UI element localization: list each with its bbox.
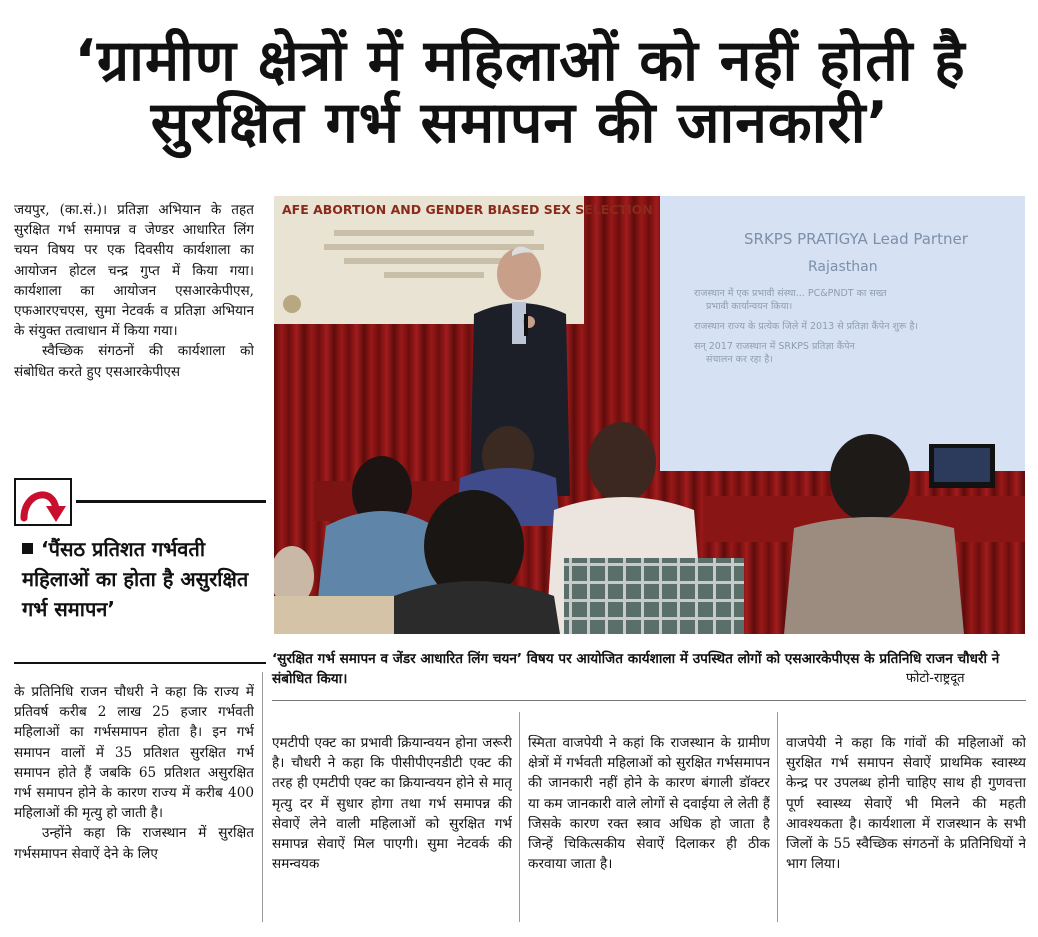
intro-column — [14, 200, 254, 468]
event-photo — [274, 196, 1025, 634]
banner-line — [344, 258, 524, 264]
curved-arrow-icon — [16, 480, 70, 524]
laptop-screen — [934, 448, 990, 482]
article-column-3 — [528, 733, 770, 923]
event-photo-illustration — [274, 196, 1025, 634]
article-column-4 — [786, 733, 1026, 923]
banner-line — [384, 272, 484, 278]
column-1-paragraph-2: उन्होंने कहा कि राजस्थान में सुरक्षित गर्भसमापन सेवाऐं देने के लिए — [14, 825, 254, 862]
intro-paragraph-1: जयपुर, (का.सं.)। प्रतिज्ञा अभियान के तहत सुरक्षित गर्भ समापन्न व जेण्डर आधारित लिंग चयन विषय पर एक दिवसीय कार्यशाला का आयोजन होटल चन्द्र गुप्त में किया गया। कार्यशाला का आयोजन एसआरकेपीएस, एफआरएचएस, सुमा नेटवर्क व प्रतिज्ञा अभियान के संयुक्त तत्वाधान में किया गया। — [14, 202, 254, 340]
column-divider — [519, 712, 520, 922]
speaker-head — [497, 248, 541, 300]
column-3-paragraph-1: स्मिता वाजपेयी ने कहां कि राजस्थान के ग्रामीण क्षेत्रों में गर्भवती महिलाओं को सुरक्षित गर्भसमापन की जानकारी नहीं होने के कारण बंगाली डॉक्टर या कम जानकारी वाले लोगों से दवाईया ले लेती हैं जिसके कारण रक्त स्त्राव अधिक हो जाता है जिन्हें चिकित्सकीय सेवाऐं दिलाकर ही ठीक करवाया जाता है। — [528, 735, 770, 873]
screen-title: SRKPS PRATIGYA Lead Partner — [744, 230, 968, 248]
intro-paragraph-2: स्वैच्छिक संगठनों की कार्यशाला को संबोधित करते हुए एसआरकेपीएस — [14, 343, 254, 380]
column-2-paragraph-1: एमटीपी एक्ट का प्रभावी क्रियान्वयन होना जरूरी है। चौधरी ने कहा कि पीसीपीएनडीटी एक्ट की तरह ही एमटीपी एक्ट का क्रियान्वयन होने से मातृ मृत्यु दर में सुधार होगा तथा गर्भ समापन्न की सेवाऐं लेने वाली महिलाओं को सुरक्षित गर्भ समापन्न सेवाऐं मिल पाएगी। सुमा नेटवर्क की समन्वयक — [272, 735, 512, 873]
column-divider — [262, 672, 263, 922]
banner-line — [334, 230, 534, 236]
screen-line: प्रभावी कार्यान्वयन किया। — [706, 301, 793, 312]
pull-quote-box — [14, 478, 252, 664]
screen-line: राजस्थान राज्य के प्रत्येक जिले में 2013 से प्रतिज्ञा कैंपेन शुरू है। — [694, 321, 918, 332]
audience-head — [830, 434, 910, 522]
audience-person — [784, 517, 964, 634]
audience-head — [588, 422, 656, 502]
bullet-square-icon — [22, 543, 33, 554]
column-1-paragraph-1: के प्रतिनिधि राजन चौधरी ने कहा कि राज्य में प्रतिवर्ष करीब 2 लाख 25 हजार गर्भवती महिलाओं का गर्भसमापन होता है। इन गर्भ समापन वालों में 35 प्रतिशत सुरक्षित गर्भ समापन होते हैं जबकि 65 प्रतिशत असुरक्षित गर्भ समापन होने के कारण राज्य में करीब 400 महिलाओं की मृत्यु हो जाती है। — [14, 684, 254, 822]
microphone — [524, 314, 528, 336]
screen-line: संचालन कर रहा है। — [706, 354, 773, 365]
banner-line — [324, 244, 544, 250]
article-column-2 — [272, 733, 512, 923]
screen-line: सन् 2017 राजस्थान में SRKPS प्रतिज्ञा कैंपेन — [694, 341, 855, 352]
audience-plaid-shirt — [564, 558, 744, 634]
pull-quote-bottom-rule — [14, 662, 266, 664]
screen-subtitle: Rajasthan — [808, 259, 878, 275]
pull-quote-rule — [76, 500, 266, 503]
column-divider — [777, 712, 778, 922]
pull-quote-text: ‘पैंसठ प्रतिशत गर्भवती महिलाओं का होता है असुरक्षित गर्भ समापन’ — [22, 537, 249, 621]
arrow-icon-box — [14, 478, 72, 526]
pull-quote — [22, 534, 258, 624]
screen-line: राजस्थान में एक प्रभावी संस्था... PC&PNDT का सख्त — [694, 288, 887, 299]
column-4-paragraph-1: वाजपेयी ने कहा कि गांवों की महिलाओं को सुरक्षित गर्भ समापन सेवाऐं प्राथमिक स्वास्थ्य केन्द्र पर उपलब्ध होनी चाहिए साथ ही गुणवत्ता पूर्ण स्वास्थ्य सेवाऐं भी मिलने की महती आवश्यकता है। कार्यशाला में राजस्थान के सभी जिलों के 55 स्वैच्छिक संगठनों के प्रतिनिधियों ने भाग लिया। — [786, 735, 1026, 873]
banner-text: AFE ABORTION AND GENDER BIASED SEX SELECTION — [282, 202, 653, 217]
banner-logo — [283, 295, 301, 313]
photo-credit: फोटो-राष्ट्रदूत — [906, 671, 965, 686]
caption-rule — [272, 700, 1026, 701]
photo-caption: ‘सुरक्षित गर्भ समापन व जेंडर आधारित लिंग चयन’ विषय पर आयोजित कार्यशाला में उपस्थित लोगों को एसआरकेपीएस के प्रतिनिधि राजन चौधरी ने संबोधित किया। — [272, 651, 1000, 687]
headline: ‘ग्रामीण क्षेत्रों में महिलाओं को नहीं होती है सुरक्षित गर्भ समापन की जानकारी’ — [74, 28, 966, 156]
article-column-1 — [14, 682, 254, 922]
chair — [274, 596, 394, 634]
